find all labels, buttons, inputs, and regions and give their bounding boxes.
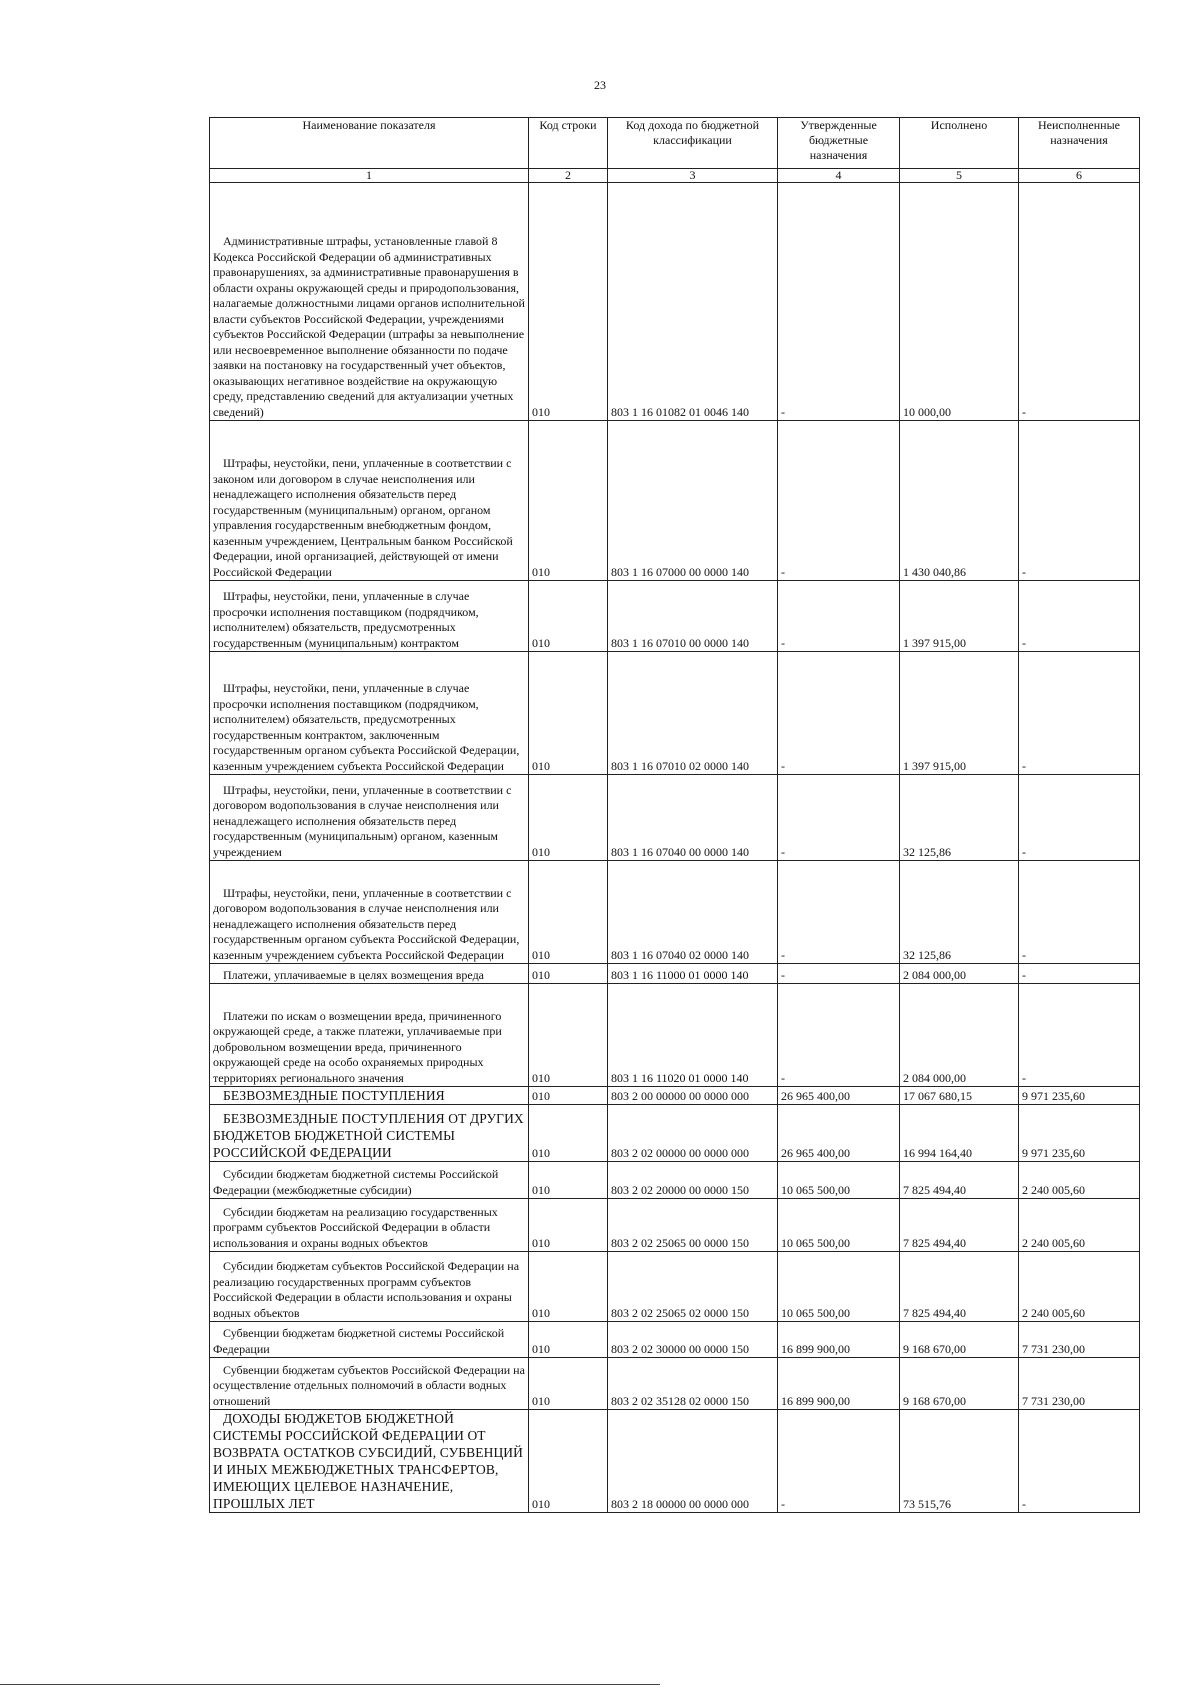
approved-cell: - xyxy=(778,581,900,652)
unexecuted-cell: - xyxy=(1019,964,1140,984)
approved-cell: - xyxy=(778,652,900,775)
indicator-name-cell xyxy=(210,1358,529,1410)
table-row xyxy=(210,1105,1140,1162)
indicator-name: БЕЗВОЗМЕЗДНЫЕ ПОСТУПЛЕНИЯ xyxy=(223,1088,445,1103)
indicator-name: Штрафы, неустойки, пени, уплаченные в случае просрочки исполнения поставщиком (подрядчиком, исполнителем) обязательств, предусмотренных государственным (муниципальным) контрактом xyxy=(213,589,479,650)
column-header-approved: Утвержденные бюджетные назначения xyxy=(778,118,900,169)
table-row xyxy=(210,775,1140,861)
indicator-name: Штрафы, неустойки, пени, уплаченные в соответствии с договором водопользования в случае неисполнения или ненадлежащего исполнения обязательств перед государственным органом субъекта Российской Федерации, казенным учреждением субъекта Российской Федерации xyxy=(213,885,520,962)
line-code-cell: 010 xyxy=(529,581,608,652)
income-code-cell: 803 2 02 25065 02 0000 150 xyxy=(608,1252,778,1322)
income-code-cell: 803 2 02 00000 00 0000 000 xyxy=(608,1105,778,1162)
executed-cell: 32 125,86 xyxy=(900,775,1019,861)
executed-cell: 16 994 164,40 xyxy=(900,1105,1019,1162)
indicator-name-cell xyxy=(210,1087,529,1105)
income-code-cell: 803 2 00 00000 00 0000 000 xyxy=(608,1087,778,1105)
table-row xyxy=(210,652,1140,775)
approved-cell: 10 065 500,00 xyxy=(778,1162,900,1199)
indicator-name-cell xyxy=(210,984,529,1087)
column-number: 1 xyxy=(210,169,529,183)
indicator-name-cell xyxy=(210,1252,529,1322)
unexecuted-cell: 9 971 235,60 xyxy=(1019,1087,1140,1105)
indicator-name: Платежи по искам о возмещении вреда, причиненного окружающей среде, а также платежи, уплачиваемые при добровольном возмещении вреда, причиненного окружающей среде на особо охраняемых природных территориях регионального значения xyxy=(213,1008,502,1085)
unexecuted-cell: - xyxy=(1019,1410,1140,1513)
approved-cell: 26 965 400,00 xyxy=(778,1087,900,1105)
line-code-cell: 010 xyxy=(529,1105,608,1162)
table-row xyxy=(210,183,1140,421)
approved-cell: 16 899 900,00 xyxy=(778,1322,900,1358)
executed-cell: 9 168 670,00 xyxy=(900,1322,1019,1358)
column-header-line-code: Код строки xyxy=(529,118,608,169)
indicator-name: Штрафы, неустойки, пени, уплаченные в соответствии с законом или договором в случае неисполнения или ненадлежащего исполнения обязательств перед государственным (муниципальным) органом, органом управления государственным внебюджетным фондом, казенным учреждением, Центральным банком Российской Федерации, иной организацией, действующей от имени Российской Федерации xyxy=(213,456,513,579)
income-code-cell: 803 1 16 01082 01 0046 140 xyxy=(608,183,778,421)
indicator-name: Административные штрафы, установленные главой 8 Кодекса Российской Федерации об административных правонарушениях, за административные правонарушения в области охраны окружающей среды и природопользования, налагаемые должностными лицами органов исполнительной власти субъектов Российской Федерации, учреждениями субъектов Российской Федерации (штрафы за невыполнение или несвоевременное выполнение обязанности по подаче заявки на постановку на государственный учет объектов, оказывающих негативное воздействие на окружающую среду, представлению сведений для актуализации учетных сведений) xyxy=(213,234,525,419)
table-row xyxy=(210,1410,1140,1513)
income-code-cell: 803 2 02 20000 00 0000 150 xyxy=(608,1162,778,1199)
table-row xyxy=(210,861,1140,964)
table-row xyxy=(210,1199,1140,1252)
line-code-cell: 010 xyxy=(529,984,608,1087)
executed-cell: 1 397 915,00 xyxy=(900,581,1019,652)
unexecuted-cell: 7 731 230,00 xyxy=(1019,1358,1140,1410)
line-code-cell: 010 xyxy=(529,1087,608,1105)
budget-income-table xyxy=(209,117,1140,1513)
line-code-cell: 010 xyxy=(529,775,608,861)
income-code-cell: 803 1 16 07010 00 0000 140 xyxy=(608,581,778,652)
page-number: 23 xyxy=(594,78,606,92)
column-header-income-code: Код дохода по бюджетной классификации xyxy=(608,118,778,169)
column-header-name: Наименование показателя xyxy=(210,118,529,169)
line-code-cell: 010 xyxy=(529,1252,608,1322)
unexecuted-cell: - xyxy=(1019,581,1140,652)
approved-cell: - xyxy=(778,775,900,861)
column-number: 4 xyxy=(778,169,900,183)
line-code-cell: 010 xyxy=(529,421,608,581)
indicator-name-cell xyxy=(210,1199,529,1252)
table-row xyxy=(210,1252,1140,1322)
unexecuted-cell: 9 971 235,60 xyxy=(1019,1105,1140,1162)
column-number-row xyxy=(210,169,1140,183)
approved-cell: - xyxy=(778,984,900,1087)
unexecuted-cell: 2 240 005,60 xyxy=(1019,1199,1140,1252)
table-row xyxy=(210,964,1140,984)
line-code-cell: 010 xyxy=(529,1162,608,1199)
unexecuted-cell: 2 240 005,60 xyxy=(1019,1162,1140,1199)
income-code-cell: 803 1 16 07040 02 0000 140 xyxy=(608,861,778,964)
unexecuted-cell: 2 240 005,60 xyxy=(1019,1252,1140,1322)
approved-cell: - xyxy=(778,421,900,581)
table-row xyxy=(210,1322,1140,1358)
column-header-executed: Исполнено xyxy=(900,118,1019,169)
executed-cell: 7 825 494,40 xyxy=(900,1162,1019,1199)
approved-cell: - xyxy=(778,183,900,421)
line-code-cell: 010 xyxy=(529,1358,608,1410)
line-code-cell: 010 xyxy=(529,1322,608,1358)
indicator-name: Штрафы, неустойки, пени, уплаченные в соответствии с договором водопользования в случае неисполнения или ненадлежащего исполнения обязательств перед государственным (муниципальным) органом, казенным учреждением xyxy=(213,782,512,859)
table-row xyxy=(210,1358,1140,1410)
line-code-cell: 010 xyxy=(529,1410,608,1513)
approved-cell: - xyxy=(778,1410,900,1513)
header-row xyxy=(210,118,1140,169)
unexecuted-cell: 7 731 230,00 xyxy=(1019,1322,1140,1358)
indicator-name: Субсидии бюджетам субъектов Российской Федерации на реализацию государственных программ субъектов Российской Федерации в области использования и охраны водных объектов xyxy=(213,1259,520,1320)
executed-cell: 2 084 000,00 xyxy=(900,984,1019,1087)
executed-cell: 9 168 670,00 xyxy=(900,1358,1019,1410)
executed-cell: 73 515,76 xyxy=(900,1410,1019,1513)
executed-cell: 32 125,86 xyxy=(900,861,1019,964)
table-row xyxy=(210,1087,1140,1105)
indicator-name-cell xyxy=(210,964,529,984)
indicator-name: Субсидии бюджетам на реализацию государственных программ субъектов Российской Федерации в области использования и охраны водных объектов xyxy=(213,1204,498,1250)
approved-cell: - xyxy=(778,964,900,984)
income-code-cell: 803 1 16 11000 01 0000 140 xyxy=(608,964,778,984)
indicator-name-cell xyxy=(210,775,529,861)
income-code-cell: 803 2 18 00000 00 0000 000 xyxy=(608,1410,778,1513)
unexecuted-cell: - xyxy=(1019,861,1140,964)
column-number: 2 xyxy=(529,169,608,183)
line-code-cell: 010 xyxy=(529,1199,608,1252)
indicator-name: Субвенции бюджетам субъектов Российской Федерации на осуществление отдельных полномочий в области водных отношений xyxy=(213,1362,525,1408)
unexecuted-cell: - xyxy=(1019,775,1140,861)
executed-cell: 2 084 000,00 xyxy=(900,964,1019,984)
table-row xyxy=(210,1162,1140,1199)
approved-cell: 16 899 900,00 xyxy=(778,1358,900,1410)
approved-cell: 10 065 500,00 xyxy=(778,1199,900,1252)
executed-cell: 7 825 494,40 xyxy=(900,1199,1019,1252)
indicator-name: ДОХОДЫ БЮДЖЕТОВ БЮДЖЕТНОЙ СИСТЕМЫ РОССИЙСКОЙ ФЕДЕРАЦИИ ОТ ВОЗВРАТА ОСТАТКОВ СУБСИДИЙ, СУБВЕНЦИЙ И ИНЫХ МЕЖБЮДЖЕТНЫХ ТРАНСФЕРТОВ, ИМЕЮЩИХ ЦЕЛЕВОЕ НАЗНАЧЕНИЕ, ПРОШЛЫХ ЛЕТ xyxy=(213,1411,524,1511)
line-code-cell: 010 xyxy=(529,652,608,775)
approved-cell: - xyxy=(778,861,900,964)
table-row xyxy=(210,984,1140,1087)
indicator-name: Субвенции бюджетам бюджетной системы Российской Федерации xyxy=(213,1326,505,1356)
column-number: 3 xyxy=(608,169,778,183)
income-code-cell: 803 1 16 07010 02 0000 140 xyxy=(608,652,778,775)
column-header-unexecuted: Неисполненные назначения xyxy=(1019,118,1140,169)
indicator-name-cell xyxy=(210,861,529,964)
line-code-cell: 010 xyxy=(529,183,608,421)
executed-cell: 10 000,00 xyxy=(900,183,1019,421)
income-code-cell: 803 2 02 35128 02 0000 150 xyxy=(608,1358,778,1410)
executed-cell: 1 397 915,00 xyxy=(900,652,1019,775)
indicator-name: Субсидии бюджетам бюджетной системы Российской Федерации (межбюджетные субсидии) xyxy=(213,1167,499,1197)
indicator-name-cell xyxy=(210,1162,529,1199)
unexecuted-cell: - xyxy=(1019,984,1140,1087)
page-bottom-rule xyxy=(0,1684,660,1685)
unexecuted-cell: - xyxy=(1019,183,1140,421)
indicator-name-cell xyxy=(210,421,529,581)
indicator-name-cell xyxy=(210,1410,529,1513)
executed-cell: 17 067 680,15 xyxy=(900,1087,1019,1105)
indicator-name-cell xyxy=(210,183,529,421)
approved-cell: 26 965 400,00 xyxy=(778,1105,900,1162)
column-number: 6 xyxy=(1019,169,1140,183)
income-code-cell: 803 2 02 30000 00 0000 150 xyxy=(608,1322,778,1358)
indicator-name-cell xyxy=(210,652,529,775)
indicator-name: БЕЗВОЗМЕЗДНЫЕ ПОСТУПЛЕНИЯ ОТ ДРУГИХ БЮДЖЕТОВ БЮДЖЕТНОЙ СИСТЕМЫ РОССИЙСКОЙ ФЕДЕРАЦИИ xyxy=(213,1111,524,1160)
table-row xyxy=(210,581,1140,652)
income-code-cell: 803 2 02 25065 00 0000 150 xyxy=(608,1199,778,1252)
income-code-cell: 803 1 16 11020 01 0000 140 xyxy=(608,984,778,1087)
indicator-name: Платежи, уплачиваемые в целях возмещения вреда xyxy=(223,967,484,982)
line-code-cell: 010 xyxy=(529,861,608,964)
unexecuted-cell: - xyxy=(1019,421,1140,581)
income-code-cell: 803 1 16 07000 00 0000 140 xyxy=(608,421,778,581)
indicator-name-cell xyxy=(210,1105,529,1162)
approved-cell: 10 065 500,00 xyxy=(778,1252,900,1322)
table-row xyxy=(210,421,1140,581)
executed-cell: 1 430 040,86 xyxy=(900,421,1019,581)
executed-cell: 7 825 494,40 xyxy=(900,1252,1019,1322)
indicator-name-cell xyxy=(210,581,529,652)
line-code-cell: 010 xyxy=(529,964,608,984)
unexecuted-cell: - xyxy=(1019,652,1140,775)
column-number: 5 xyxy=(900,169,1019,183)
indicator-name: Штрафы, неустойки, пени, уплаченные в случае просрочки исполнения поставщиком (подрядчиком, исполнителем) обязательств, предусмотренных государственным контрактом, заключенным государственным органом субъекта Российской Федерации, казенным учреждением субъекта Российской Федерации xyxy=(213,681,520,773)
indicator-name-cell xyxy=(210,1322,529,1358)
income-code-cell: 803 1 16 07040 00 0000 140 xyxy=(608,775,778,861)
